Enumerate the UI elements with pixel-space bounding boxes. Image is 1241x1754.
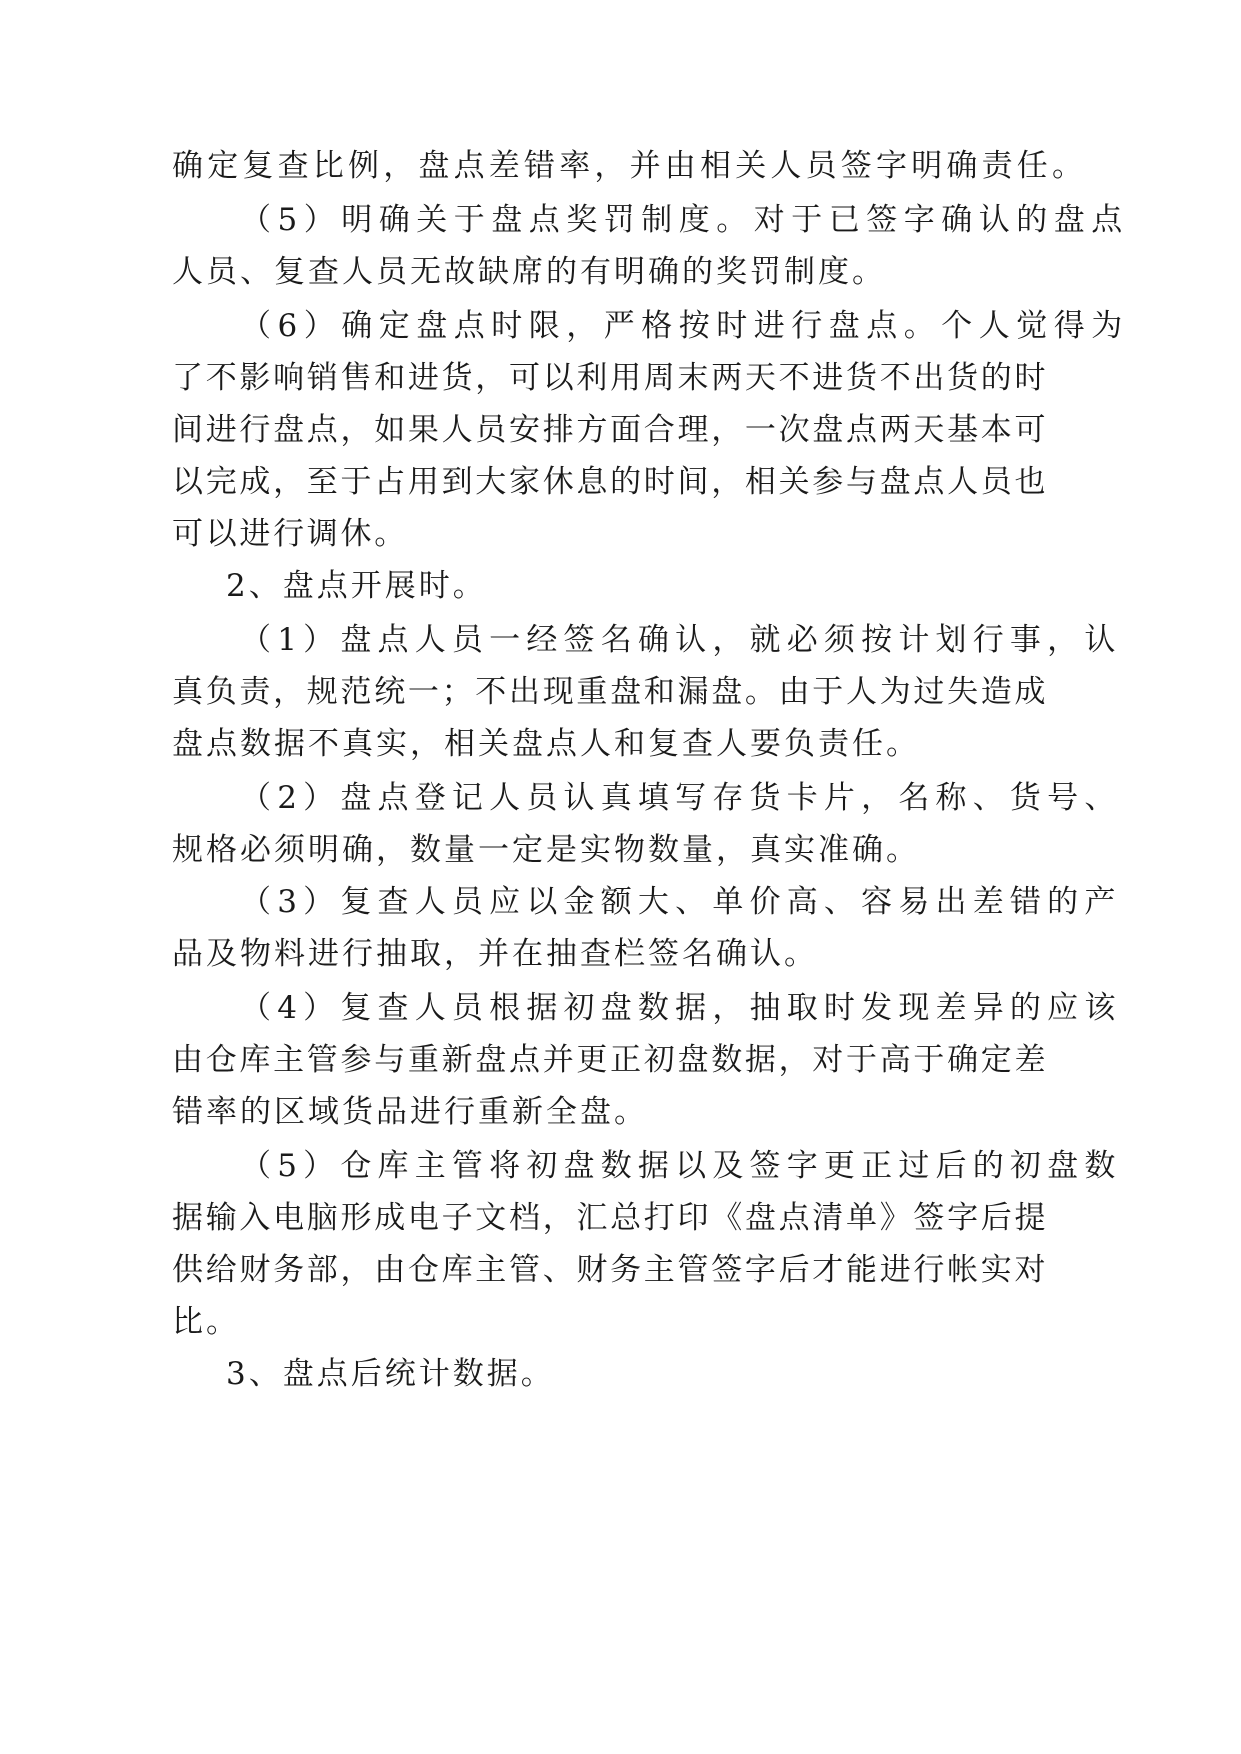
text-line: 错率的区域货品进行重新全盘。 (172, 1094, 648, 1130)
text-line: 可以进行调休。 (172, 516, 408, 552)
text-line: 确定复查比例，盘点差错率，并由相关人员签字明确责任。 (172, 148, 1088, 184)
text-line: 间进行盘点，如果人员安排方面合理，一次盘点两天基本可 (172, 412, 1049, 448)
section-heading: 3、盘点后统计数据。 (226, 1356, 555, 1392)
text-line: 据输入电脑形成电子文档，汇总打印《盘点清单》签字后提 (172, 1200, 1049, 1236)
text-line: （2）盘点登记人员认真填写存货卡片，名称、货号、 (240, 780, 1122, 816)
text-line: 盘点数据不真实，相关盘点人和复查人要负责任。 (172, 726, 920, 762)
section-heading: 2、盘点开展时。 (226, 568, 487, 604)
text-line: （4）复查人员根据初盘数据，抽取时发现差异的应该 (240, 990, 1122, 1026)
text-line: 人员、复查人员无故缺席的有明确的奖罚制度。 (172, 254, 886, 290)
text-line: 了不影响销售和进货，可以利用周末两天不进货不出货的时 (172, 360, 1049, 396)
text-line: 由仓库主管参与重新盘点并更正初盘数据，对于高于确定差 (172, 1042, 1049, 1078)
text-line: 以完成，至于占用到大家休息的时间，相关参与盘点人员也 (172, 464, 1049, 500)
text-line: 供给财务部，由仓库主管、财务主管签字后才能进行帐实对 (172, 1252, 1049, 1288)
text-line: 品及物料进行抽取，并在抽查栏签名确认。 (172, 936, 818, 972)
text-line: （1）盘点人员一经签名确认，就必须按计划行事，认 (240, 622, 1122, 658)
text-line: （6）确定盘点时限，严格按时进行盘点。个人觉得为 (240, 308, 1129, 344)
text-line: （3）复查人员应以金额大、单价高、容易出差错的产 (240, 884, 1122, 920)
text-line: 真负责，规范统一；不出现重盘和漏盘。由于人为过失造成 (172, 674, 1049, 710)
text-line: （5）明确关于盘点奖罚制度。对于已签字确认的盘点 (240, 202, 1129, 238)
text-line: 比。 (172, 1304, 240, 1340)
text-line: 规格必须明确，数量一定是实物数量，真实准确。 (172, 832, 920, 868)
text-line: （5）仓库主管将初盘数据以及签字更正过后的初盘数 (240, 1148, 1122, 1184)
